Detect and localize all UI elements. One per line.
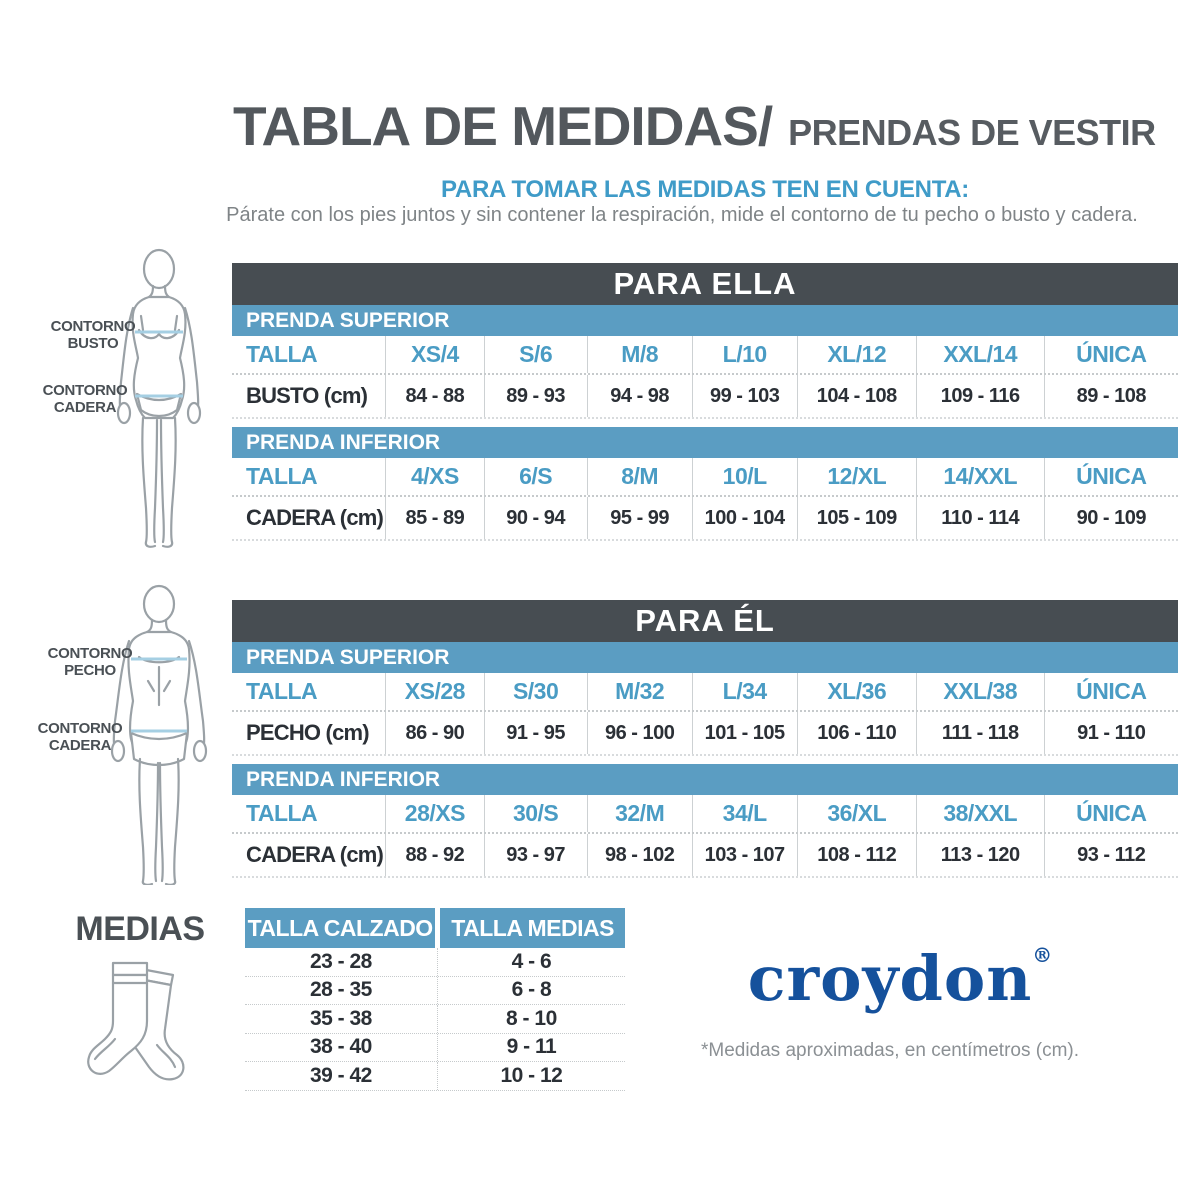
talla-cell: 4/XS [386,458,484,495]
medias-cell: 39 - 42 [245,1062,438,1090]
band-label: PRENDA INFERIOR [246,430,441,454]
para-ella-table [232,263,1178,541]
talla-cell: L/34 [693,673,798,710]
measure-cell: 111 - 118 [917,712,1045,754]
medias-cell: 38 - 40 [245,1034,438,1062]
measure-cell: 113 - 120 [917,834,1045,876]
measure-cell: 110 - 114 [917,497,1045,539]
measure-cell: 84 - 88 [386,375,484,417]
registered-trademark-symbol: ® [1032,943,1053,967]
talla-cell: 10/L [693,458,798,495]
page-title-side: PRENDAS DE VESTIR [788,112,1156,153]
medias-cell: 23 - 28 [245,948,438,976]
para-ella-title-bar [232,263,1178,305]
talla-cell: XL/12 [798,336,917,373]
medias-cell: 9 - 11 [506,1035,557,1059]
talla-cell: XS/28 [386,673,484,710]
measure-cell: 90 - 109 [1076,506,1146,529]
talla-cell: 8/M [588,458,693,495]
talla-cell: 12/XL [798,458,917,495]
measure-cell: 103 - 107 [693,834,798,876]
medias-row [245,1034,625,1063]
talla-cell: S/30 [485,673,588,710]
para-el-title-bar [232,600,1178,642]
medias-cell: 28 - 35 [245,977,438,1005]
measure-cell: 98 - 102 [588,834,693,876]
female-bust-label: CONTORNO BUSTO [50,318,136,353]
talla-cell: S/6 [485,336,588,373]
band-label: PRENDA SUPERIOR [246,645,450,669]
medias-cell: 35 - 38 [245,1005,438,1033]
column-header: TALLA MEDIAS [440,908,625,948]
measure-cell: 89 - 108 [1076,384,1146,407]
measure-cell: 106 - 110 [798,712,917,754]
column-header: TALLA CALZADO [245,908,435,948]
medias-table-header [245,908,625,948]
measure-cell: 91 - 110 [1077,721,1146,744]
measure-cell: PECHO (cm) [232,712,386,754]
talla-cell: TALLA [232,795,386,832]
brand-wordmark: croydon [747,942,1033,1015]
medias-row [245,948,625,977]
talla-cell: 28/XS [386,795,484,832]
measure-cell: 96 - 100 [588,712,693,754]
talla-cell: 36/XL [798,795,917,832]
talla-row [232,673,1178,710]
talla-cell: ÚNICA [1076,463,1147,489]
measure-cell: 105 - 109 [798,497,917,539]
measure-cell: 89 - 93 [485,375,588,417]
medias-row [245,977,625,1006]
brand-logo [690,942,1110,1015]
measure-cell: 91 - 95 [485,712,588,754]
measure-cell: 99 - 103 [693,375,798,417]
measure-row [232,832,1178,878]
para-el-table [232,600,1178,878]
measure-cell: 86 - 90 [386,712,484,754]
male-hip-label: CONTORNO CADERA [37,720,123,755]
measure-cell: 101 - 105 [693,712,798,754]
measure-cell: 93 - 112 [1077,843,1146,866]
measuring-instructions-heading: PARA TOMAR LAS MEDIDAS TEN EN CUENTA: [440,176,969,203]
talla-cell: ÚNICA [1076,341,1147,367]
male-chest-label: CONTORNO PECHO [47,645,133,680]
medias-section-title: MEDIAS [75,910,205,948]
talla-cell: TALLA [232,336,386,373]
talla-cell: M/32 [588,673,693,710]
measure-cell: 95 - 99 [588,497,693,539]
prenda-superior-band [232,642,1178,673]
medias-row [245,1062,625,1091]
measure-cell: 108 - 112 [798,834,917,876]
table-title: PARA ELLA [613,266,797,301]
talla-cell: 32/M [588,795,693,832]
prenda-superior-band [232,305,1178,336]
band-label: PRENDA SUPERIOR [246,308,450,332]
talla-row [232,458,1178,495]
medias-cell: 6 - 8 [511,978,552,1002]
talla-cell: XS/4 [386,336,484,373]
band-label: PRENDA INFERIOR [246,767,441,791]
measure-row [232,495,1178,541]
measure-cell: 85 - 89 [386,497,484,539]
measure-cell: 109 - 116 [917,375,1045,417]
measure-cell: CADERA (cm) [232,834,386,876]
measuring-instructions-text: Párate con los pies juntos y sin contener la respiración, mide el contorno de tu pecho o busto y cadera. [226,204,1138,226]
page-title [233,94,1183,158]
talla-cell: ÚNICA [1076,678,1147,704]
talla-cell: 34/L [693,795,798,832]
medias-cell: 4 - 6 [511,949,552,973]
talla-cell: 6/S [485,458,588,495]
measure-cell: 104 - 108 [798,375,917,417]
measurements-footnote: *Medidas aproximadas, en centímetros (cm). [700,1040,1080,1061]
measure-cell: 100 - 104 [693,497,798,539]
talla-row [232,795,1178,832]
prenda-inferior-band [232,764,1178,795]
talla-cell: TALLA [232,673,386,710]
measure-cell: 90 - 94 [485,497,588,539]
female-hip-label: CONTORNO CADERA [42,382,128,417]
medias-cell: 10 - 12 [500,1063,563,1087]
socks-icon [85,955,190,1095]
medias-row [245,1005,625,1034]
table-title: PARA ÉL [635,603,775,638]
page-title-main: TABLA DE MEDIDAS/ [233,95,773,157]
talla-cell: XXL/38 [917,673,1045,710]
talla-cell: 30/S [485,795,588,832]
measure-cell: BUSTO (cm) [232,375,386,417]
talla-cell: XXL/14 [917,336,1045,373]
talla-cell: 14/XXL [917,458,1045,495]
measure-cell: 94 - 98 [588,375,693,417]
measure-row [232,373,1178,419]
measure-row [232,710,1178,756]
talla-cell: 38/XXL [917,795,1045,832]
talla-cell: M/8 [588,336,693,373]
measure-cell: 93 - 97 [485,834,588,876]
talla-cell: L/10 [693,336,798,373]
measure-cell: 88 - 92 [386,834,484,876]
talla-cell: ÚNICA [1076,800,1147,826]
talla-row [232,336,1178,373]
medias-cell: 8 - 10 [506,1006,557,1030]
measure-cell: CADERA (cm) [232,497,386,539]
talla-cell: TALLA [232,458,386,495]
prenda-inferior-band [232,427,1178,458]
talla-cell: XL/36 [798,673,917,710]
medias-table [245,908,625,1091]
